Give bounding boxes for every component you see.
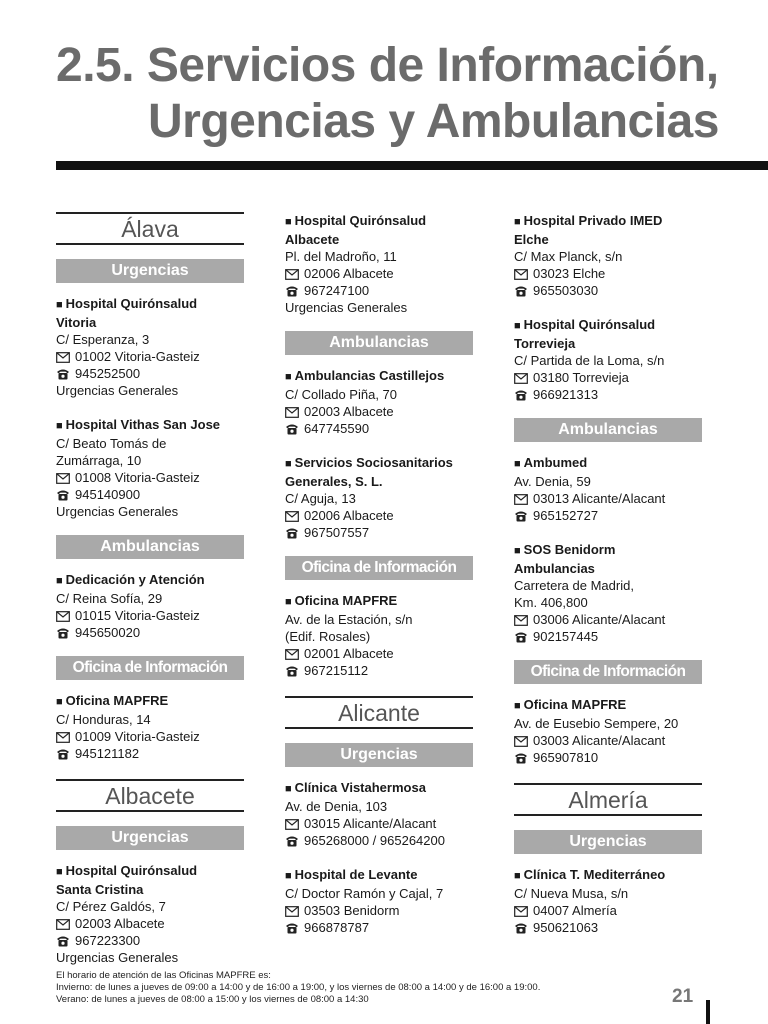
- telephone-icon: [56, 368, 70, 380]
- entry-name: [514, 335, 702, 352]
- entry-name: [56, 862, 244, 881]
- directory-entry: [285, 367, 473, 437]
- square-bullet-icon: ■: [56, 866, 63, 878]
- envelope-icon: [514, 615, 528, 626]
- entry-note: Urgencias Generales: [285, 300, 408, 315]
- entry-phone: [514, 386, 702, 403]
- entry-address: C/ Collado Piña, 70: [285, 387, 398, 402]
- entry-name: [285, 454, 473, 473]
- entry-phone: [285, 832, 473, 849]
- telephone-icon: [285, 285, 299, 297]
- entry-name-text: SOS Benidorm: [523, 542, 616, 557]
- square-bullet-icon: ■: [285, 458, 292, 470]
- entry-phone: [514, 507, 702, 524]
- entry-postal: [514, 265, 702, 282]
- entry-name-text: Hospital Privado IMED: [523, 213, 663, 228]
- section-band: Oficina de Información: [56, 656, 244, 680]
- entry-name-text: Hospital Quirónsalud: [523, 317, 656, 332]
- entry-phone: [56, 932, 244, 949]
- entry-phone: [56, 486, 244, 503]
- entry-phone: [285, 524, 473, 541]
- entry-phone-text: 965907810: [533, 750, 599, 765]
- entry-note: Urgencias Generales: [56, 504, 179, 519]
- envelope-icon: [56, 352, 70, 363]
- entry-phone-text: 966921313: [533, 387, 599, 402]
- column-1: [56, 212, 244, 983]
- region-heading: Albacete: [56, 779, 244, 812]
- footer-line-3: Verano: de lunes a jueves de 08:00 a 15:00 y los viernes de 08:00 a 14:30: [56, 994, 369, 1005]
- entry-name-text: Oficina MAPFRE: [294, 593, 398, 608]
- entry-name: [514, 316, 702, 335]
- entry-postal: [285, 507, 473, 524]
- square-bullet-icon: ■: [285, 870, 292, 882]
- telephone-icon: [56, 935, 70, 947]
- telephone-icon: [285, 527, 299, 539]
- entry-postal: [56, 469, 244, 486]
- entry-phone-text: 945121182: [75, 746, 140, 761]
- directory-entry: [514, 866, 702, 936]
- square-bullet-icon: ■: [285, 371, 292, 383]
- entry-name: [514, 866, 702, 885]
- directory-entry: [56, 416, 244, 520]
- entry-phone-text: 966878787: [304, 920, 370, 935]
- entry-phone-text: 965268000 / 965264200: [304, 833, 445, 848]
- entry-name: [56, 571, 244, 590]
- entry-name-text: Oficina MAPFRE: [523, 697, 627, 712]
- entry-postal-text: 01008 Vitoria-Gasteiz: [75, 470, 200, 485]
- entry-phone: [514, 282, 702, 299]
- square-bullet-icon: ■: [56, 575, 63, 587]
- entry-note: Urgencias Generales: [56, 383, 179, 398]
- entry-phone-text: 945650020: [75, 625, 141, 640]
- section-band: Urgencias: [56, 259, 244, 283]
- entry-phone-text: 967247100: [304, 283, 370, 298]
- entry-name: [56, 692, 244, 711]
- entry-name: [285, 779, 473, 798]
- section-band: Urgencias: [56, 826, 244, 850]
- entry-postal-text: 02003 Albacete: [304, 404, 394, 419]
- directory-entry: [514, 316, 702, 403]
- entry-name: [285, 592, 473, 611]
- entry-address: Carretera de Madrid,: [514, 578, 634, 593]
- envelope-icon: [514, 906, 528, 917]
- entry-note: Urgencias Generales: [56, 950, 179, 965]
- telephone-icon: [56, 627, 70, 639]
- entry-postal: [285, 902, 473, 919]
- entry-postal: [285, 815, 473, 832]
- entry-address: C/ Doctor Ramón y Cajal, 7: [285, 886, 444, 901]
- envelope-icon: [514, 269, 528, 280]
- entry-address: C/ Nueva Musa, s/n: [514, 886, 629, 901]
- directory-entry: [56, 571, 244, 641]
- entry-name-text: Hospital Quirónsalud: [294, 213, 427, 228]
- entry-phone-text: 967507557: [304, 525, 370, 540]
- entry-name-text: Ambulancias Castillejos: [294, 368, 445, 383]
- entry-phone: [514, 919, 702, 936]
- telephone-icon: [285, 922, 299, 934]
- entry-address: C/ Pérez Galdós, 7: [56, 899, 166, 914]
- telephone-icon: [285, 835, 299, 847]
- entry-name-text: Santa Cristina: [56, 882, 144, 897]
- entry-name: [285, 367, 473, 386]
- entry-address: C/ Esperanza, 3: [56, 332, 150, 347]
- entry-postal-text: 01002 Vitoria-Gasteiz: [75, 349, 200, 364]
- envelope-icon: [285, 511, 299, 522]
- telephone-icon: [56, 489, 70, 501]
- directory-entry: [514, 541, 702, 645]
- entry-name-text: Clínica T. Mediterráneo: [523, 867, 666, 882]
- section-band: Ambulancias: [514, 418, 702, 442]
- section-band: Ambulancias: [285, 331, 473, 355]
- square-bullet-icon: ■: [285, 216, 292, 228]
- entry-address: C/ Honduras, 14: [56, 712, 151, 727]
- envelope-icon: [56, 473, 70, 484]
- entry-address: C/ Aguja, 13: [285, 491, 356, 506]
- entry-address: Pl. del Madroño, 11: [285, 249, 397, 264]
- page-number: 21: [672, 986, 694, 1007]
- telephone-icon: [514, 389, 528, 401]
- entry-name-text: Dedicación y Atención: [65, 572, 205, 587]
- entry-phone: [285, 662, 473, 679]
- square-bullet-icon: ■: [56, 696, 63, 708]
- entry-postal: [285, 265, 473, 282]
- directory-entry: [514, 696, 702, 766]
- telephone-icon: [514, 922, 528, 934]
- entry-name-text: Servicios Sociosanitarios: [294, 455, 453, 470]
- entry-name: [514, 696, 702, 715]
- entry-phone: [56, 365, 244, 382]
- envelope-icon: [514, 736, 528, 747]
- entry-address: C/ Partida de la Loma, s/n: [514, 353, 665, 368]
- page-marker: [706, 1000, 710, 1024]
- entry-phone: [285, 420, 473, 437]
- entry-name-text: Ambulancias: [514, 561, 595, 576]
- telephone-icon: [56, 748, 70, 760]
- entry-name: [285, 212, 473, 231]
- entry-name-text: Hospital Quirónsalud: [65, 863, 198, 878]
- entry-postal: [56, 348, 244, 365]
- entry-address: Av. de Denia, 103: [285, 799, 388, 814]
- entry-postal-text: 04007 Almería: [533, 903, 617, 918]
- entry-name-text: Hospital Vithas San Jose: [65, 417, 221, 432]
- entry-name: [56, 295, 244, 314]
- envelope-icon: [56, 732, 70, 743]
- entry-postal: [514, 732, 702, 749]
- entry-phone: [285, 282, 473, 299]
- entry-address: Av. de la Estación, s/n: [285, 612, 413, 627]
- entry-address: Av. Denia, 59: [514, 474, 591, 489]
- section-band: Oficina de Información: [514, 660, 702, 684]
- column-2: [285, 212, 473, 953]
- region-heading: Álava: [56, 212, 244, 245]
- entry-name: [56, 881, 244, 898]
- entry-name-text: Ambumed: [523, 455, 588, 470]
- title-rule: [56, 161, 768, 170]
- square-bullet-icon: ■: [514, 700, 521, 712]
- entry-postal: [56, 607, 244, 624]
- column-3: [514, 212, 702, 953]
- telephone-icon: [514, 285, 528, 297]
- envelope-icon: [285, 649, 299, 660]
- entry-postal-text: 02006 Albacete: [304, 266, 394, 281]
- square-bullet-icon: ■: [514, 320, 521, 332]
- entry-address: Zumárraga, 10: [56, 453, 142, 468]
- entry-phone: [56, 745, 244, 762]
- telephone-icon: [514, 510, 528, 522]
- footer-line-1: El horario de atención de las Oficinas MAPFRE es:: [56, 970, 271, 981]
- entry-postal: [514, 490, 702, 507]
- entry-name-text: Clínica Vistahermosa: [294, 780, 426, 795]
- entry-phone: [514, 628, 702, 645]
- square-bullet-icon: ■: [514, 545, 521, 557]
- entry-address: (Edif. Rosales): [285, 629, 371, 644]
- directory-entry: [514, 454, 702, 524]
- entry-postal: [285, 645, 473, 662]
- entry-postal-text: 01015 Vitoria-Gasteiz: [75, 608, 200, 623]
- entry-postal-text: 03180 Torrevieja: [533, 370, 629, 385]
- entry-postal-text: 03015 Alicante/Alacant: [304, 816, 437, 831]
- entry-postal: [514, 902, 702, 919]
- entry-phone-text: 950621063: [533, 920, 599, 935]
- entry-name-text: Hospital de Levante: [294, 867, 418, 882]
- entry-postal: [56, 728, 244, 745]
- directory-entry: [56, 295, 244, 399]
- entry-postal-text: 03006 Alicante/Alacant: [533, 612, 666, 627]
- entry-name-text: Vitoria: [56, 315, 97, 330]
- envelope-icon: [56, 611, 70, 622]
- entry-name-text: Elche: [514, 232, 549, 247]
- entry-postal-text: 02006 Albacete: [304, 508, 394, 523]
- section-band: Oficina de Información: [285, 556, 473, 580]
- entry-name-text: Oficina MAPFRE: [65, 693, 169, 708]
- entry-postal-text: 02001 Albacete: [304, 646, 394, 661]
- directory-entry: [514, 212, 702, 299]
- entry-name: [514, 212, 702, 231]
- footer-note: [56, 970, 656, 1006]
- entry-phone-text: 945140900: [75, 487, 141, 502]
- entry-postal: [514, 369, 702, 386]
- telephone-icon: [514, 752, 528, 764]
- entry-phone-text: 945252500: [75, 366, 141, 381]
- envelope-icon: [285, 906, 299, 917]
- entry-name: [514, 454, 702, 473]
- square-bullet-icon: ■: [285, 783, 292, 795]
- square-bullet-icon: ■: [56, 299, 63, 311]
- envelope-icon: [56, 919, 70, 930]
- square-bullet-icon: ■: [56, 420, 63, 432]
- envelope-icon: [285, 407, 299, 418]
- entry-phone: [285, 919, 473, 936]
- entry-name-text: Torrevieja: [514, 336, 576, 351]
- telephone-icon: [285, 423, 299, 435]
- entry-postal: [285, 403, 473, 420]
- entry-postal-text: 03003 Alicante/Alacant: [533, 733, 666, 748]
- entry-postal-text: 03013 Alicante/Alacant: [533, 491, 666, 506]
- entry-address: C/ Beato Tomás de: [56, 436, 167, 451]
- entry-postal-text: 01009 Vitoria-Gasteiz: [75, 729, 200, 744]
- envelope-icon: [514, 373, 528, 384]
- entry-postal: [56, 915, 244, 932]
- section-band: Urgencias: [285, 743, 473, 767]
- telephone-icon: [514, 631, 528, 643]
- entry-name-text: Hospital Quirónsalud: [65, 296, 198, 311]
- directory-entry: [285, 866, 473, 936]
- entry-phone-text: 965152727: [533, 508, 599, 523]
- entry-address: Km. 406,800: [514, 595, 588, 610]
- entry-phone-text: 967223300: [75, 933, 141, 948]
- entry-postal-text: 02003 Albacete: [75, 916, 165, 931]
- footer-line-2: Invierno: de lunes a jueves de 09:00 a 14:00 y de 16:00 a 19:00, y los viernes de 08:00 a 14:00 y de 16:00 a 19:00.: [56, 982, 541, 993]
- section-band: Urgencias: [514, 830, 702, 854]
- entry-phone: [56, 624, 244, 641]
- directory-entry: [285, 454, 473, 541]
- entry-phone-text: 647745590: [304, 421, 370, 436]
- title-line-1: 2.5. Servicios de Información,: [56, 39, 719, 92]
- entry-name-text: Generales, S. L.: [285, 474, 383, 489]
- entry-name: [514, 541, 702, 560]
- entry-name: [514, 231, 702, 248]
- entry-address: C/ Max Planck, s/n: [514, 249, 623, 264]
- entry-address: C/ Reina Sofía, 29: [56, 591, 163, 606]
- page-title: [56, 38, 719, 150]
- envelope-icon: [514, 494, 528, 505]
- directory-entry: [285, 212, 473, 316]
- entry-name: [285, 473, 473, 490]
- square-bullet-icon: ■: [514, 458, 521, 470]
- envelope-icon: [285, 269, 299, 280]
- entry-phone-text: 965503030: [533, 283, 599, 298]
- square-bullet-icon: ■: [514, 870, 521, 882]
- region-heading: Almería: [514, 783, 702, 816]
- entry-postal-text: 03503 Benidorm: [304, 903, 400, 918]
- entry-name: [56, 314, 244, 331]
- directory-entry: [56, 692, 244, 762]
- entry-phone-text: 902157445: [533, 629, 599, 644]
- directory-entry: [285, 592, 473, 679]
- section-band: Ambulancias: [56, 535, 244, 559]
- square-bullet-icon: ■: [514, 216, 521, 228]
- region-heading: Alicante: [285, 696, 473, 729]
- square-bullet-icon: ■: [285, 596, 292, 608]
- entry-postal: [514, 611, 702, 628]
- envelope-icon: [285, 819, 299, 830]
- entry-name: [514, 560, 702, 577]
- telephone-icon: [285, 665, 299, 677]
- entry-address: Av. de Eusebio Sempere, 20: [514, 716, 679, 731]
- entry-name: [285, 231, 473, 248]
- entry-phone: [514, 749, 702, 766]
- entry-postal-text: 03023 Elche: [533, 266, 606, 281]
- directory-entry: [285, 779, 473, 849]
- title-line-2: Urgencias y Ambulancias: [148, 95, 719, 148]
- entry-name-text: Albacete: [285, 232, 340, 247]
- entry-phone-text: 967215112: [304, 663, 369, 678]
- entry-name: [56, 416, 244, 435]
- entry-name: [285, 866, 473, 885]
- directory-entry: [56, 862, 244, 966]
